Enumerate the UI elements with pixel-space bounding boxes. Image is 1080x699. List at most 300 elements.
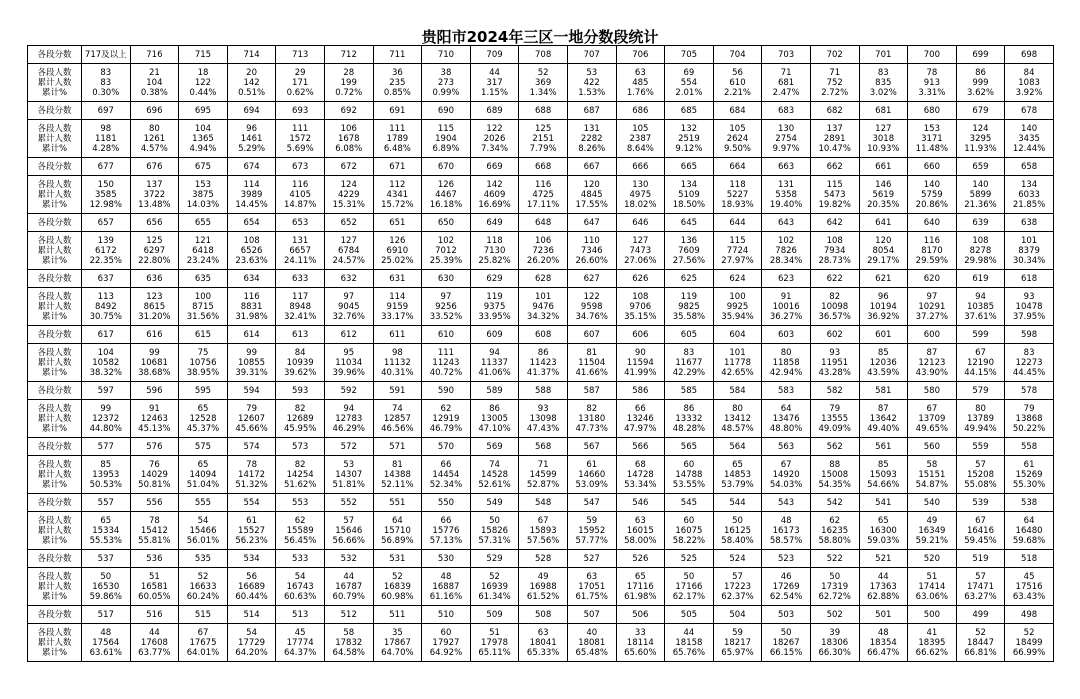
stats-cell: [82, 344, 131, 382]
stats-cell: [179, 568, 228, 606]
score-cell: 682: [810, 102, 859, 120]
percent-value: 47.73%: [575, 423, 608, 434]
score-cell: 566: [616, 438, 665, 456]
cumulative-value: 17832: [335, 637, 363, 648]
stats-cell: [276, 344, 325, 382]
stats-cell: [227, 288, 276, 326]
count-value: 48: [100, 627, 112, 638]
cumulative-value: 16581: [140, 581, 168, 592]
score-header-row: [28, 158, 1054, 176]
cumulative-value: 7473: [629, 245, 652, 256]
percent-value: 3.92%: [1015, 87, 1043, 98]
score-cell: 582: [810, 382, 859, 400]
score-cell: 669: [470, 158, 519, 176]
percent-value: 66.99%: [1012, 647, 1046, 658]
percent-value: 66.47%: [867, 647, 900, 658]
percent-value: 66.30%: [818, 647, 851, 658]
cumulative-value: 17363: [869, 581, 897, 592]
count-value: 67: [780, 459, 792, 470]
percent-value: 49.40%: [867, 423, 900, 434]
score-cell: 548: [519, 494, 568, 512]
stats-cell: [859, 344, 908, 382]
percent-value: 48.80%: [769, 423, 803, 434]
cumulative-value: 4341: [386, 189, 409, 200]
count-value: 65: [732, 459, 743, 470]
cumulative-value: 8615: [143, 301, 166, 312]
score-cell: 590: [422, 382, 471, 400]
percent-value: 39.62%: [283, 367, 317, 378]
cumulative-value: 17051: [578, 581, 606, 592]
percent-value: 58.22%: [672, 535, 706, 546]
cumulative-value: 11423: [529, 357, 557, 368]
count-value: 140: [972, 179, 989, 190]
percent-value: 64.20%: [235, 647, 268, 658]
count-value: 131: [292, 235, 309, 246]
cumulative-value: 14660: [578, 469, 606, 480]
count-value: 53: [586, 67, 598, 78]
percent-value: 37.27%: [915, 311, 949, 322]
stats-cell: [130, 176, 179, 214]
stats-cell: [616, 288, 665, 326]
count-value: 85: [100, 459, 112, 470]
cumulative-value: 15151: [918, 469, 946, 480]
count-value: 115: [826, 179, 843, 190]
score-label-cell: 各段分数: [28, 382, 82, 400]
stats-cell: [179, 400, 228, 438]
count-value: 93: [829, 347, 841, 358]
cumulative-value: 3295: [969, 133, 992, 144]
count-value: 50: [489, 515, 500, 526]
stats-cell: [956, 512, 1005, 550]
stats-cell: [713, 624, 762, 662]
stats-cell: [179, 120, 228, 158]
stats-cell: [859, 400, 908, 438]
score-cell: 609: [470, 326, 519, 344]
stats-cell: [859, 456, 908, 494]
percent-value: 9.12%: [675, 143, 703, 154]
percent-value: 0.72%: [335, 87, 363, 98]
stats-cell: [908, 64, 957, 102]
percent-value: 48.28%: [672, 423, 706, 434]
count-value: 51: [148, 571, 160, 582]
cumulative-value: 2519: [678, 133, 700, 144]
cumulative-value: 15589: [286, 525, 314, 536]
stats-cell: [82, 568, 131, 606]
percent-value: 56.45%: [283, 535, 317, 546]
score-cell: 501: [859, 606, 908, 624]
score-cell: 694: [227, 102, 276, 120]
cumulative-value: 12123: [918, 357, 946, 368]
count-value: 48: [440, 571, 452, 582]
stats-cell: [422, 288, 471, 326]
percent-value: 46.29%: [332, 423, 365, 434]
cumulative-value: 15269: [1015, 469, 1043, 480]
cumulative-value: 17774: [286, 637, 314, 648]
percent-value: 53.55%: [672, 479, 706, 490]
stats-cell: [519, 232, 568, 270]
stats-cell: [908, 568, 957, 606]
stats-cell: [82, 232, 131, 270]
score-cell: 636: [130, 270, 179, 288]
percent-value: 61.16%: [429, 591, 463, 602]
score-cell: 620: [908, 270, 957, 288]
percent-value: 32.76%: [332, 311, 365, 322]
count-value: 74: [489, 459, 500, 470]
percent-value: 2.72%: [821, 87, 849, 98]
count-value: 137: [826, 123, 843, 134]
stats-cell: [422, 512, 471, 550]
percent-value: 30.75%: [89, 311, 122, 322]
cumulative-value: 16787: [335, 581, 363, 592]
score-cell: 600: [908, 326, 957, 344]
score-cell: 564: [713, 438, 762, 456]
score-cell: 598: [1005, 326, 1054, 344]
cumulative-value: 122: [194, 77, 212, 88]
stats-cell: [82, 288, 131, 326]
count-value: 87: [926, 347, 938, 358]
stats-row: [28, 512, 1054, 550]
score-cell: 530: [422, 550, 471, 568]
stats-cell: [324, 232, 373, 270]
count-value: 58: [926, 459, 938, 470]
stats-cell: [1005, 344, 1054, 382]
cumulative-value: 9045: [337, 301, 360, 312]
percent-value: 22.35%: [89, 255, 122, 266]
percent-value: 52.34%: [429, 479, 463, 490]
percent-value: 61.75%: [575, 591, 608, 602]
stats-cell: [130, 400, 179, 438]
score-cell: 660: [908, 158, 957, 176]
cumulative-value: 15646: [335, 525, 363, 536]
stats-row: [28, 344, 1054, 382]
score-cell: 505: [665, 606, 714, 624]
score-cell: 585: [665, 382, 714, 400]
percent-value: 54.87%: [915, 479, 949, 490]
cumulative-value: 18447: [966, 637, 994, 648]
count-value: 62: [829, 515, 841, 526]
score-cell: 604: [713, 326, 762, 344]
cumulative-value: 12528: [189, 413, 217, 424]
percent-label: 累计%: [41, 535, 68, 546]
score-cell: 557: [82, 494, 131, 512]
score-cell: 574: [227, 438, 276, 456]
count-value: 116: [923, 235, 940, 246]
count-value: 97: [926, 291, 938, 302]
count-value: 105: [632, 123, 649, 134]
score-cell: 623: [762, 270, 811, 288]
score-cell: 587: [567, 382, 616, 400]
percent-value: 51.04%: [186, 479, 220, 490]
cumulative-value: 3585: [94, 189, 117, 200]
score-cell: 541: [859, 494, 908, 512]
stats-cell: [1005, 624, 1054, 662]
count-value: 80: [975, 403, 986, 414]
cumulative-value: 8948: [289, 301, 311, 312]
percent-value: 21.85%: [1012, 199, 1046, 210]
count-value: 111: [292, 123, 309, 134]
stats-cell: [130, 232, 179, 270]
score-label-cell: 各段分数: [28, 438, 82, 456]
percent-value: 6.48%: [383, 143, 411, 154]
stats-cell: [908, 232, 957, 270]
count-value: 52: [975, 627, 986, 638]
score-cell: 671: [373, 158, 422, 176]
percent-value: 45.37%: [186, 423, 220, 434]
stats-cell: [859, 288, 908, 326]
stats-cell: [762, 624, 811, 662]
cumulative-value: 1083: [1018, 77, 1040, 88]
stats-cell: [82, 64, 131, 102]
stats-cell: [324, 344, 373, 382]
percent-value: 42.94%: [769, 367, 803, 378]
percent-label: 累计%: [41, 311, 68, 322]
percent-value: 63.43%: [1012, 591, 1046, 602]
count-value: 44: [148, 627, 160, 638]
score-cell: 576: [130, 438, 179, 456]
score-cell: 531: [373, 550, 422, 568]
count-value: 66: [634, 403, 646, 414]
count-value: 116: [535, 179, 552, 190]
percent-label: 累计%: [41, 423, 68, 434]
stats-cell: [179, 176, 228, 214]
count-value: 127: [340, 235, 357, 246]
count-value: 69: [683, 67, 695, 78]
score-cell: 569: [470, 438, 519, 456]
score-cell: 690: [422, 102, 471, 120]
count-value: 66: [440, 515, 452, 526]
count-value: 52: [489, 571, 500, 582]
count-value: 91: [780, 291, 792, 302]
percent-value: 4.28%: [92, 143, 120, 154]
stats-cell: [713, 176, 762, 214]
score-cell: 704: [713, 46, 762, 64]
stats-cell: [762, 400, 811, 438]
cumulative-value: 18217: [723, 637, 752, 648]
stats-cell: [227, 400, 276, 438]
cumulative-value: 2151: [532, 133, 554, 144]
stats-cell: [859, 624, 908, 662]
cumulative-value: 10939: [286, 357, 314, 368]
stats-cell: [373, 288, 422, 326]
percent-label: 累计%: [41, 255, 68, 266]
stats-cell: [908, 120, 957, 158]
score-cell: 507: [567, 606, 616, 624]
percent-value: 28.34%: [769, 255, 803, 266]
count-value: 63: [634, 515, 646, 526]
count-value: 65: [197, 459, 209, 470]
cumulative-value: 317: [486, 77, 503, 88]
stats-cell: [422, 64, 471, 102]
score-cell: 699: [956, 46, 1005, 64]
percent-value: 3.62%: [966, 87, 994, 98]
cumulative-value: 7236: [532, 245, 554, 256]
score-header-row: [28, 550, 1054, 568]
stats-cell: [665, 512, 714, 550]
cumulative-value: 18041: [529, 637, 557, 648]
percent-value: 20.86%: [915, 199, 949, 210]
percent-value: 60.98%: [381, 591, 414, 602]
stats-cell: [227, 64, 276, 102]
stats-cell: [956, 624, 1005, 662]
count-value: 57: [975, 459, 986, 470]
count-value: 91: [148, 403, 160, 414]
stats-cell: [859, 64, 908, 102]
cumulative-value: 2282: [580, 133, 603, 144]
stats-cell: [130, 512, 179, 550]
score-cell: 712: [324, 46, 373, 64]
cumulative-value: 8379: [1018, 245, 1040, 256]
percent-value: 1.53%: [578, 87, 606, 98]
score-cell: 591: [373, 382, 422, 400]
percent-value: 11.93%: [964, 143, 997, 154]
stats-cell: [665, 456, 714, 494]
count-value: 104: [194, 123, 212, 134]
count-value: 18: [197, 67, 209, 78]
percent-value: 26.60%: [575, 255, 608, 266]
stats-cell: [616, 344, 665, 382]
stats-cell: [1005, 120, 1054, 158]
count-value: 153: [194, 179, 212, 190]
count-label: 各段人数: [37, 403, 72, 414]
percent-value: 5.29%: [238, 143, 266, 154]
count-value: 79: [829, 403, 841, 414]
percent-value: 51.62%: [283, 479, 317, 490]
cumulative-value: 17319: [821, 581, 849, 592]
score-cell: 701: [859, 46, 908, 64]
score-cell: 710: [422, 46, 471, 64]
percent-value: 62.72%: [818, 591, 851, 602]
cumulative-value: 11034: [335, 357, 363, 368]
score-cell: 642: [810, 214, 859, 232]
cumulative-value: 17867: [383, 637, 411, 648]
cumulative-value: 8054: [872, 245, 895, 256]
cumulative-value: 16480: [1015, 525, 1043, 536]
cumulative-value: 14528: [481, 469, 509, 480]
stats-cell: [810, 400, 859, 438]
percent-value: 46.56%: [381, 423, 414, 434]
score-cell: 596: [130, 382, 179, 400]
stats-cell: [324, 568, 373, 606]
count-value: 44: [343, 571, 355, 582]
stats-cell: [324, 120, 373, 158]
score-distribution-table: [27, 45, 1054, 662]
cumulative-label: 累计人数: [37, 245, 72, 256]
score-cell: 540: [908, 494, 957, 512]
percent-value: 65.76%: [672, 647, 706, 658]
percent-value: 39.31%: [235, 367, 268, 378]
cumulative-value: 12190: [966, 357, 994, 368]
cumulative-value: 17116: [626, 581, 654, 592]
count-value: 94: [489, 347, 500, 358]
cumulative-value: 13098: [529, 413, 557, 424]
stats-cell: [324, 624, 373, 662]
count-value: 68: [634, 459, 646, 470]
percent-value: 17.55%: [575, 199, 608, 210]
stats-cell: [810, 176, 859, 214]
count-value: 106: [340, 123, 357, 134]
count-value: 140: [923, 179, 940, 190]
cumulative-label: 累计人数: [37, 301, 72, 312]
count-value: 82: [294, 459, 306, 470]
count-value: 82: [829, 291, 841, 302]
percent-value: 29.98%: [964, 255, 997, 266]
stats-cell: [665, 176, 714, 214]
score-cell: 549: [470, 494, 519, 512]
stats-cell: [422, 624, 471, 662]
count-value: 115: [729, 235, 746, 246]
stats-cell: [665, 344, 714, 382]
count-value: 44: [683, 627, 695, 638]
percent-value: 54.35%: [818, 479, 851, 490]
percent-value: 62.17%: [672, 591, 706, 602]
score-cell: 629: [470, 270, 519, 288]
cumulative-value: 18158: [675, 637, 703, 648]
cumulative-value: 8170: [921, 245, 943, 256]
cumulative-value: 4229: [337, 189, 360, 200]
score-cell: 717及以上: [82, 46, 131, 64]
score-cell: 675: [179, 158, 228, 176]
cumulative-value: 15826: [481, 525, 509, 536]
stats-cell: [82, 400, 131, 438]
cumulative-value: 14172: [238, 469, 266, 480]
percent-value: 8.26%: [578, 143, 606, 154]
count-value: 95: [343, 347, 355, 358]
count-value: 83: [877, 67, 889, 78]
stats-cell: [179, 624, 228, 662]
percent-value: 23.63%: [235, 255, 268, 266]
score-cell: 655: [179, 214, 228, 232]
stats-cell: [373, 624, 422, 662]
score-cell: 665: [665, 158, 714, 176]
percent-value: 13.48%: [138, 199, 171, 210]
count-value: 52: [1023, 627, 1035, 638]
cumulative-value: 16839: [383, 581, 411, 592]
count-value: 119: [486, 291, 503, 302]
score-cell: 685: [665, 102, 714, 120]
count-value: 67: [537, 515, 549, 526]
cumulative-value: 17516: [1015, 581, 1043, 592]
cumulative-value: 3722: [143, 189, 166, 200]
score-header-row: [28, 270, 1054, 288]
score-cell: 514: [227, 606, 276, 624]
count-value: 86: [537, 347, 549, 358]
cumulative-value: 1789: [386, 133, 409, 144]
percent-value: 36.57%: [818, 311, 851, 322]
cumulative-value: 16125: [723, 525, 752, 536]
stats-cell: [1005, 288, 1054, 326]
percent-value: 34.76%: [575, 311, 608, 322]
percent-value: 4.57%: [140, 143, 168, 154]
cumulative-value: 11778: [723, 357, 752, 368]
percent-value: 52.61%: [478, 479, 511, 490]
cumulative-value: 3989: [240, 189, 263, 200]
percent-value: 15.31%: [332, 199, 365, 210]
cumulative-value: 15710: [383, 525, 411, 536]
cumulative-value: 13789: [966, 413, 994, 424]
score-cell: 578: [1005, 382, 1054, 400]
count-value: 63: [634, 67, 646, 78]
stats-cell: [713, 64, 762, 102]
cumulative-value: 7934: [823, 245, 846, 256]
score-cell: 498: [1005, 606, 1054, 624]
stats-cell: [713, 568, 762, 606]
cumulative-value: 14454: [432, 469, 460, 480]
cumulative-value: 9598: [580, 301, 603, 312]
cumulative-value: 12857: [383, 413, 411, 424]
score-cell: 528: [519, 550, 568, 568]
count-value: 118: [729, 179, 746, 190]
cumulative-value: 16075: [675, 525, 703, 536]
